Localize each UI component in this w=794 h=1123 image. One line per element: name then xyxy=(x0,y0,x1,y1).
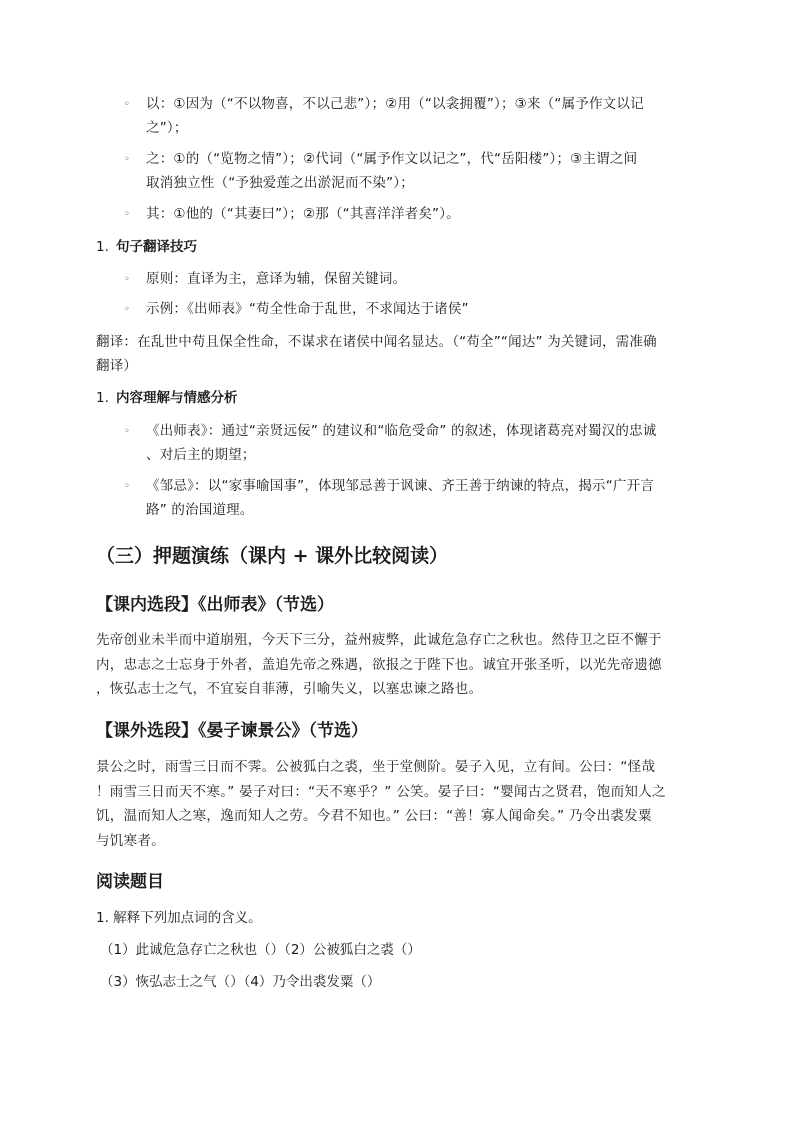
list-number: 1. xyxy=(96,239,109,255)
question-1-parts-b: （3）恢弘志士之气（）（4）乃令出裘发粟（） xyxy=(100,974,381,990)
outclass-line4: 与饥寒者。 xyxy=(96,832,165,849)
content-item1-line1: 《出师表》：通过“亲贤远佞” 的建议和“临危受命” 的叙述，体现诸葛亮对蜀汉的忠诚 xyxy=(146,423,657,439)
translate-example: 示例：《出师表》“苟全性命于乱世，不求闻达于诸侯” xyxy=(146,301,469,317)
section-heading-practice: （三）押题演练（课内 + 课外比较阅读） xyxy=(96,545,449,567)
question-1: 1. 解释下列加点词的含义。 xyxy=(96,910,262,926)
outclass-passage xyxy=(96,755,702,853)
bullet-marker: ◦ xyxy=(124,274,130,285)
content-item1-line2: 、对后主的期望； xyxy=(146,447,256,463)
inclass-line3: ，恢弘志士之气，不宜妄自菲薄，引喻失义，以塞忠谏之路也。 xyxy=(96,681,483,697)
outclass-line3: 饥，温而知人之寒，逸而知人之劳。今君不知也。” 公曰：“善！寡人闻命矣。” 乃令出裘发粟 xyxy=(96,808,652,824)
outclass-heading: 【课外选段】《晏子谏景公》（节选） xyxy=(96,721,368,741)
bullet-marker: ◦ xyxy=(124,481,130,492)
bullet-marker: ◦ xyxy=(124,209,130,220)
inclass-passage xyxy=(96,628,702,702)
list-number: 1. xyxy=(96,390,109,406)
bullet-zhi-line2: 取消独立性（“予独爱莲之出淤泥而不染”）； xyxy=(146,175,414,191)
outclass-line1: 景公之时，雨雪三日而不霁。公被狐白之裘，坐于堂侧阶。晏子入见，立有间。公曰：“怪哉 xyxy=(96,759,656,775)
section-title-translate: 句子翻译技巧 xyxy=(116,239,197,255)
translate-principle: 原则：直译为主，意译为辅，保留关键词。 xyxy=(146,271,407,287)
question-1-parts-a: （1）此诚危急存亡之秋也（）（2）公被狐白之裘（） xyxy=(100,942,421,958)
content-item2-line2: 路” 的治国道理。 xyxy=(146,502,254,518)
bullet-marker: ◦ xyxy=(124,154,130,165)
bullet-yi-line1: 以：①因为（“不以物喜，不以己悲”）；②用（“以衾拥覆”）；③来（“属予作文以记 xyxy=(146,96,644,112)
bullet-marker: ◦ xyxy=(124,304,130,315)
translation-line1: 翻译：在乱世中苟且保全性命，不谋求在诸侯中闻名显达。（“苟全”“闻达” 为关键词，需准确 xyxy=(96,334,657,350)
inclass-heading: 【课内选段】《出师表》（节选） xyxy=(96,595,334,615)
bullet-marker: ◦ xyxy=(124,426,130,437)
section-title-content: 内容理解与情感分析 xyxy=(116,390,238,406)
bullet-marker: ◦ xyxy=(124,99,130,110)
inclass-line2: 内，忠志之士忘身于外者，盖追先帝之殊遇，欲报之于陛下也。诚宜开张圣听，以光先帝遗德 xyxy=(96,656,662,673)
bullet-yi-line2: 之”）； xyxy=(146,120,188,136)
bullet-zhi-line1: 之：①的（“览物之情”）；②代词（“属予作文以记之”，代“岳阳楼”）；③主谓之间 xyxy=(146,151,638,167)
bullet-qi-line1: 其：①他的（“其妻曰”）；②那（“其喜洋洋者矣”）。 xyxy=(146,206,460,222)
outclass-line2: ！雨雪三日而天不寒。” 晏子对曰：“天不寒乎？” 公笑。晏子曰：“婴闻古之贤君，饱而知人之 xyxy=(96,783,666,800)
content-item2-line1: 《邹忌》：以“家事喻国事”，体现邹忌善于讽谏、齐王善于纳谏的特点，揭示“广开言 xyxy=(146,478,655,494)
questions-heading: 阅读题目 xyxy=(96,872,164,892)
inclass-line1: 先帝创业未半而中道崩殂，今天下三分，益州疲弊，此诚危急存亡之秋也。然侍卫之臣不懈于 xyxy=(96,632,662,648)
translation-line2: 翻译） xyxy=(96,358,138,374)
